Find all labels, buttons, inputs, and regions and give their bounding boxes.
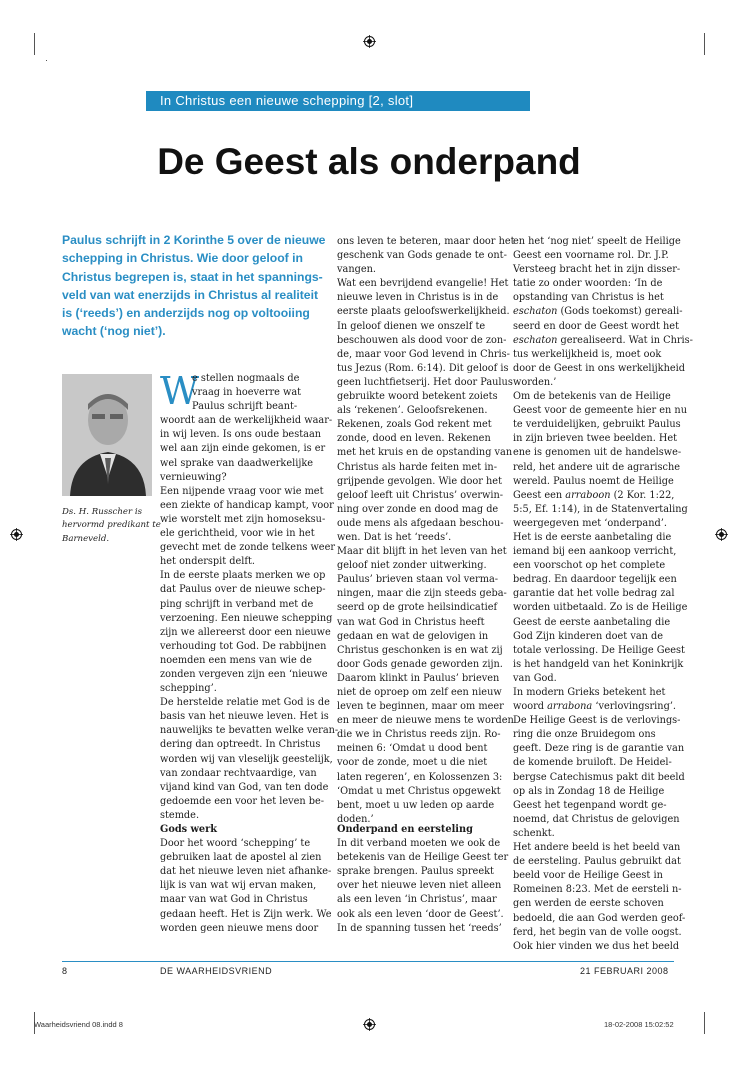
photo-caption (62, 506, 161, 546)
text-line: meinen 6: ‘Omdat u dood bent (337, 743, 488, 755)
text-line: door de Geest in ons werkelijkheid (513, 362, 685, 374)
text-line: maar van wat God in Christus (160, 894, 308, 906)
text-line: hervormd predikant te (62, 520, 161, 531)
text-line: de, maar voor God levend in Chris- (337, 348, 510, 360)
drop-cap: W (160, 369, 200, 413)
text-line: Daarom klinkt in Paulus’ brieven (337, 672, 500, 684)
text-line: ene is genomen uit de handelswe- (513, 447, 682, 459)
text-line: Het andere beeld is het beeld van (513, 842, 681, 854)
text-line: noemden een mens van wie de (160, 654, 312, 666)
crop-mark-bottom-right (704, 1012, 705, 1034)
text-line: het onderspit delft. (160, 556, 256, 568)
text-line: Geest een arraboon (2 Kor. 1:22, (513, 489, 675, 501)
column-1-opening (192, 372, 320, 414)
text-line: 5:5, Ef. 1:14), in de Statenvertaling (513, 503, 688, 515)
text-line: oude mens als afgedaan beschou- (337, 517, 504, 529)
magazine-name: DE WAARHEIDSVRIEND (160, 966, 273, 976)
text-line: en het ‘nog niet’ speelt de Heilige (513, 236, 681, 247)
text-line: Versteeg bracht het in zijn disser- (513, 264, 681, 276)
registration-mark-right-icon (715, 528, 728, 541)
text-line: van God. (513, 672, 557, 684)
text-line: tus werkelijkheid is, moet ook (513, 348, 662, 360)
text-line: Geest de eerste aanbetaling die (513, 616, 671, 628)
text-line: vangen. (337, 264, 376, 276)
crop-mark-top-right (704, 33, 705, 55)
column-2-body (337, 235, 515, 827)
text-line: laten regeren’, en Kolossenzen 3: (337, 771, 503, 783)
text-line: wel sprake van daadwerkelijke (160, 457, 314, 469)
text-line: Ds. H. Russcher is (62, 507, 142, 517)
column-1-body (160, 414, 339, 823)
text-line: een voorschot op het complete (513, 560, 666, 572)
text-line: worden uitbetaald. Zo is de Heilige (513, 602, 688, 614)
text-line: Geest het tegenpand wordt ge- (513, 799, 667, 811)
text-line: nieuwe leven in Christus is in de (337, 292, 499, 304)
text-line: In de eerste plaats merken we op (160, 570, 326, 582)
text-line: vraag in hoeverre wat (192, 387, 302, 399)
text-line: wen. Dat is het ‘reeds’. (337, 531, 452, 543)
text-line: ping schrijft in verband met de (160, 598, 314, 610)
text-line: doden.’ (337, 813, 374, 825)
text-line: eerste plaats geloofswerkelijkheid. (337, 306, 510, 318)
text-line: in zijn brieven twee beelden. Het (513, 433, 678, 445)
text-line: gevecht met de zonde telkens weer (160, 542, 336, 554)
text-line: e stellen nogmaals de (192, 373, 300, 384)
text-line: geloof leeft uit Christus’ overwin- (337, 489, 504, 501)
text-line: geschenk van Gods genade te ont- (337, 250, 507, 262)
text-line: noemd, dat Christus de gelovigen (513, 813, 680, 825)
text-line: ons leven te beteren, maar door het (337, 236, 515, 247)
text-line: Barneveld. (62, 533, 110, 544)
text-line: tus Jezus (Rom. 6:14). Dit geloof is (337, 362, 509, 374)
text-line: bergse Catechismus pakt dit beeld (513, 771, 685, 783)
text-line: is het handgeld van het Koninkrijk (513, 658, 684, 670)
section-heading-onderpand: Onderpand en eersteling (337, 824, 473, 835)
text-line: Christus geschonken is en wat zij (337, 644, 503, 656)
text-line: schepping in Christus. Wie door geloof in (62, 251, 303, 266)
text-line: als een leven ‘in Christus’, maar (337, 894, 497, 906)
text-line: nauwelijks te bevatten welke veran- (160, 725, 339, 737)
text-line: totale verlossing. De Heilige Geest (513, 644, 685, 656)
text-line: van wat God in Christus heeft (337, 616, 485, 628)
column-2-section (337, 823, 509, 934)
text-line: garantie dat het volle bedrag zal (513, 588, 675, 600)
text-line: In geloof dienen we onszelf te (337, 320, 486, 332)
text-line: zonden vergeven zijn een ‘nieuwe (160, 668, 328, 680)
text-line: woordt aan de werkelijkheid waar- (160, 415, 333, 427)
text-line: geloof niet zonder uitwerking. (337, 560, 487, 572)
text-line: ning over zonde en dood mag de (337, 503, 499, 515)
section-heading-gods-werk: Gods werk (160, 824, 218, 835)
text-line: ook als een leven ‘door de Geest’. (337, 908, 504, 920)
text-line: is (‘reeds’) en anderzijds nog op voltooiing (62, 306, 310, 321)
text-line: verhouding tot God. De rabbijnen (160, 640, 327, 652)
article-intro (62, 231, 324, 341)
text-line: zonde, dood en leven. Rekenen (337, 433, 491, 445)
series-kicker: In Christus een nieuwe schepping [2, slot] (146, 91, 530, 111)
text-line: Paulus schrijft in 2 Korinthe 5 over de nieuwe (62, 233, 326, 247)
registration-mark-bottom-icon (363, 1018, 376, 1031)
text-line: ele gerichtheid, voor wie in het (160, 528, 315, 540)
text-line: Wat een bevrijdend evangelie! Het (337, 278, 509, 290)
text-line: wie worstelt met zijn homoseksu- (160, 513, 326, 525)
text-line: bent, moet u uw leden op aarde (337, 799, 495, 811)
text-line: ring die onze Bruidegom ons (513, 729, 656, 741)
text-line: Christus begrepen is, staat in het spannings- (62, 269, 323, 284)
text-line: geen luchtfietserij. Het door Paulus (337, 376, 513, 388)
page-number: 8 (62, 966, 68, 976)
text-line: bedrag. En daardoor tegelijk een (513, 574, 677, 586)
slug-timestamp: 18-02-2008 15:02:52 (604, 1020, 674, 1029)
registration-mark-left-icon (10, 528, 23, 541)
column-2-section-body (337, 837, 509, 934)
text-line: Ook hier vinden we dus het beeld (513, 940, 680, 952)
author-portrait-icon (62, 374, 152, 496)
text-line: worden wij van vleselijk geestelijk, (160, 753, 333, 765)
text-line: eschaton (Gods toekomst) gereali- (513, 306, 683, 318)
text-line: zijn we allereerst door een nieuwe (160, 626, 331, 638)
text-line: Paulus’ brieven staan vol verma- (337, 574, 499, 586)
slug-file: Waarheidsvriend 08.indd 8 (34, 1020, 123, 1029)
column-1-section-body (160, 837, 332, 934)
text-line: in wij leven. Is ons oude bestaan (160, 429, 322, 441)
text-line: beschouwen als dood voor de zon- (337, 334, 507, 346)
text-line: dat Paulus over de nieuwe schep- (160, 584, 326, 596)
text-line: verzoening. Een nieuwe schepping (160, 612, 333, 624)
text-line: gebruikte woord betekent zoiets (337, 391, 498, 403)
text-line: die we in Christus reeds zijn. Ro- (337, 729, 501, 741)
text-line: iemand bij een aankoop verricht, (513, 546, 677, 558)
text-line: veld van wat enerzijds in Christus al realiteit (62, 287, 319, 302)
text-line: gebruiken laat de apostel al zien (160, 852, 322, 864)
text-line: woord arrabona ‘verlovingsring’. (513, 701, 677, 713)
text-line: schepping’. (160, 683, 217, 695)
text-line: Paulus schrijft beant- (192, 401, 298, 413)
text-line: wereld. Paulus noemt de Heilige (513, 475, 674, 487)
column-1-section (160, 823, 332, 934)
text-line: sprake brengen. Paulus spreekt (337, 866, 494, 878)
text-line: eschaton gerealiseerd. Wat in Chris- (513, 334, 693, 346)
text-line: grijpende gevolgen. Wie door het (337, 475, 502, 487)
text-line: geeft. Deze ring is de garantie van (513, 743, 685, 755)
text-line: schenkt. (513, 827, 555, 839)
text-line: God Zijn kinderen doet van de (513, 630, 664, 642)
text-line: In dit verband moeten we ook de (337, 838, 501, 850)
text-line: lijk is van wat wij ervan maken, (160, 880, 317, 892)
text-line: als ‘rekenen’. Geloofsrekenen. (337, 405, 488, 417)
text-line: dat het nieuwe leven niet afhanke- (160, 866, 332, 878)
text-line: De herstelde relatie met God is de (160, 697, 330, 709)
text-line: worden geen nieuwe mens door (160, 922, 319, 934)
text-line: leven te beginnen, maar om meer (337, 701, 504, 713)
text-line: tatie zo onder woorden: ‘In de (513, 278, 663, 290)
text-line: betekenis van de Heilige Geest ter (337, 852, 509, 864)
text-line: stemde. (160, 809, 200, 821)
text-line: Om de betekenis van de Heilige (513, 391, 671, 403)
text-line: de komende bruiloft. De Heidel- (513, 757, 672, 769)
text-line: Romeinen 8:23. Met de eersteli n- (513, 884, 682, 896)
text-line: vijand kind van God, van ten dode (160, 781, 329, 793)
text-line: opstanding van Christus is het (513, 292, 664, 304)
crop-mark-top-left (34, 33, 35, 55)
text-line: bedoeld, die aan God werden geof- (513, 912, 686, 924)
text-line: Christus als harde feiten met in- (337, 461, 498, 473)
text-line: met het kruis en de opstanding van (337, 447, 513, 459)
text-line: een ziekte of handicap kampt, voor (160, 499, 334, 511)
text-line: beeld voor de Heilige Geest in (513, 870, 663, 882)
text-line: weergegeven met ‘onderpand’. (513, 517, 667, 529)
text-line: van zondaar rechtvaardige, van (160, 767, 317, 779)
text-line: door Gods genade geworden zijn. (337, 658, 503, 670)
text-line: gen werden de eerste schoven (513, 898, 664, 910)
text-line: worden.’ (513, 376, 557, 388)
text-line: Rekenen, zoals God rekent met (337, 419, 492, 431)
text-line: reld, het andere uit de agrarische (513, 461, 681, 473)
text-line: Geest een voorname rol. Dr. J.P. (513, 250, 669, 262)
text-line: Het is de eerste aanbetaling die (513, 531, 672, 543)
text-line: basis van het nieuwe leven. Het is (160, 711, 329, 723)
footer-rule (62, 961, 674, 962)
text-line: In de spanning tussen het ‘reeds’ (337, 922, 502, 934)
text-line: voor de zonde, moet u die niet (337, 757, 488, 769)
text-line: seerd en door de Geest wordt het (513, 320, 679, 332)
text-line: De Heilige Geest is de verlovings- (513, 715, 681, 727)
text-line: Door het woord ‘schepping’ te (160, 838, 311, 850)
crop-mark-dot (46, 60, 47, 61)
text-line: seerd op de grote heilsindicatief (337, 602, 498, 614)
text-line: ferd, het begin van de volle oogst. (513, 926, 682, 938)
text-line: wel aan zijn einde gekomen, is er (160, 443, 326, 455)
article-title: De Geest als onderpand (157, 141, 581, 182)
column-3-body (513, 235, 693, 954)
text-line: gedaan en wat de gelovigen in (337, 630, 489, 642)
text-line: Geest voor de gemeente hier en nu (513, 405, 687, 417)
text-line: vernieuwing? (160, 471, 227, 483)
text-line: niet de oproep om zelf een nieuw (337, 687, 502, 698)
text-line: Een nijpende vraag voor wie met (160, 485, 324, 497)
text-line: te verduidelijken, gebruikt Paulus (513, 419, 681, 431)
text-line: wacht (‘nog niet’). (62, 324, 166, 339)
text-line: gedaan heeft. Het is Zijn werk. We (160, 908, 332, 920)
author-photo (62, 374, 152, 496)
text-line: op als in Zondag 18 de Heilige (513, 785, 665, 797)
text-line: de eersteling. Paulus gebruikt dat (513, 856, 681, 868)
text-line: over het nieuwe leven niet alleen (337, 880, 502, 892)
text-line: Maar dit blijft in het leven van het (337, 546, 507, 558)
text-line: In modern Grieks betekent het (513, 687, 666, 698)
issue-date: 21 FEBRUARI 2008 (580, 966, 669, 976)
registration-mark-top-icon (363, 35, 376, 48)
text-line: gedoemde een voor het leven be- (160, 795, 325, 807)
text-line: ningen, maar die zijn steeds geba- (337, 588, 507, 600)
text-line: en meer de nieuwe mens te worden (337, 715, 514, 727)
text-line: ‘Omdat u met Christus opgewekt (337, 785, 501, 797)
text-line: dering dan optreedt. In Christus (160, 739, 321, 751)
